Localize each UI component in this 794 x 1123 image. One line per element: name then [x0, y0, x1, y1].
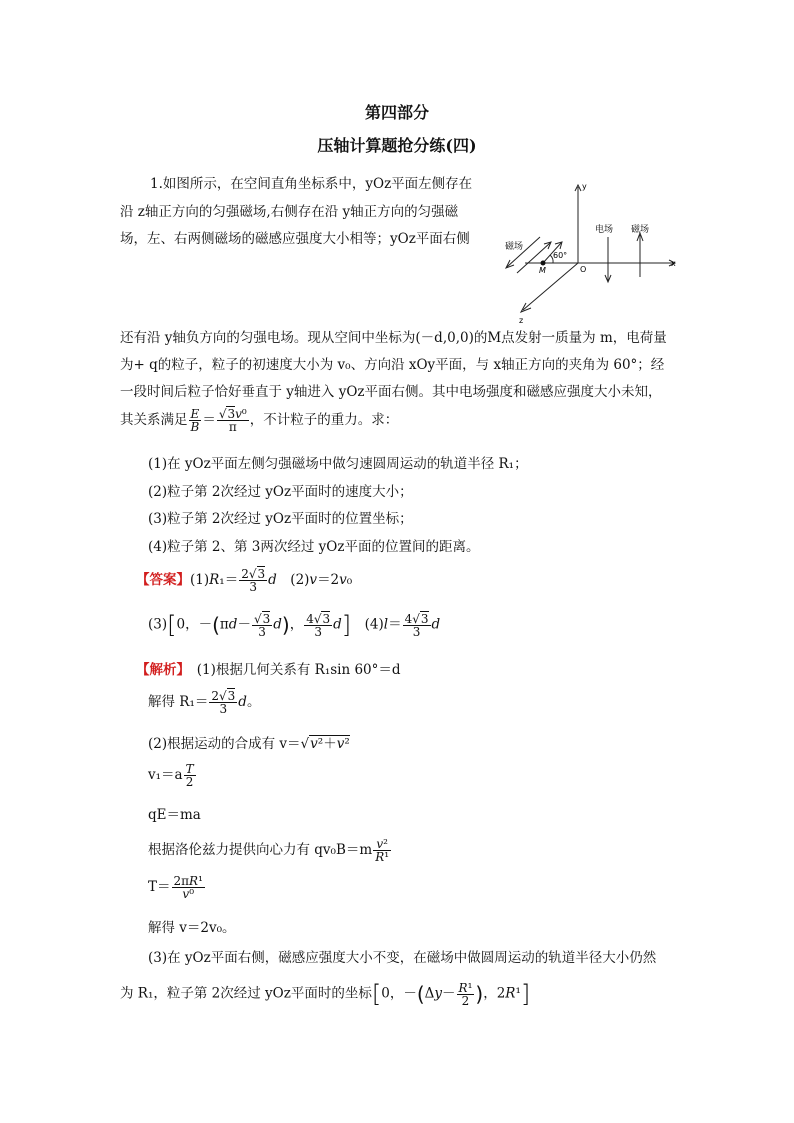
analysis-line: 解得 v＝2v₀。	[148, 920, 236, 936]
y-axis-label: y	[582, 182, 587, 191]
point-m	[541, 261, 546, 266]
z-axis	[523, 263, 578, 310]
answer-line: 【答案】(1)R₁＝ $\frac{2√3}{3}$ d (2)v＝2v₀	[136, 567, 353, 594]
sub-question-4: (4)粒子第 2、第 3两次经过 yOz平面的位置间的距离。	[148, 539, 480, 555]
analysis-line: 解得 R₁＝ $\frac{2√3}{3}$ d。	[148, 689, 261, 716]
right-field-label: 磁场	[631, 225, 650, 235]
question-line: 为+ q的粒子，粒子的初速度大小为 v₀、方向沿 xOy平面，与 x轴正方向的夹角为 60°；经	[120, 357, 665, 373]
analysis-line: T＝ $\frac{\text{2πR¹}}{\text{v⁰}}$	[148, 874, 203, 901]
analysis-line: 【解析】 (1)根据几何关系有 R₁sin 60°＝d	[136, 662, 401, 678]
x-axis-label: x	[671, 259, 676, 268]
question-line: 其关系满足 $\frac{E}{B}$ ＝ $\frac{\text{√3v⁰}}{\pi}$ ，不计粒子的重力。求：	[120, 407, 399, 434]
sub-question-3: (3)粒子第 2次经过 yOz平面时的位置坐标；	[148, 511, 413, 527]
section-title: 第四部分	[364, 103, 429, 122]
page-title: 压轴计算题抢分练(四)	[317, 136, 477, 155]
sub-question-1: (1)在 yOz平面左侧匀强磁场中做匀速圆周运动的轨道半径 R₁；	[148, 456, 528, 472]
m-label: M	[539, 266, 546, 275]
left-field-label: 磁场	[505, 242, 524, 252]
analysis-line: qE＝ma	[148, 807, 201, 823]
question-line: 还有沿 y轴负方向的匀强电场。现从空间中坐标为(－d,0,0)的M点发射一质量为 m，电荷量	[120, 330, 667, 346]
analysis-line: v₁＝a $\frac{T}{2}$	[148, 762, 194, 789]
origin-label: O	[580, 265, 587, 274]
question-line: 1.如图所示，在空间直角坐标系中，yOz平面左侧存在	[150, 176, 473, 192]
sub-question-2: (2)粒子第 2次经过 yOz平面时的速度大小；	[148, 484, 413, 500]
question-line: 场，左、右两侧磁场的磁感应强度大小相等；yOz平面右侧	[120, 231, 470, 247]
analysis-line: 为 R₁，粒子第 2次经过 yOz平面时的坐标[0，－(Δy－ $\frac{\text{R¹}}{2}$ )，2R¹]	[120, 980, 531, 1008]
analysis-line: (2)根据运动的合成有 v＝√v²＋v²	[148, 736, 350, 752]
analysis-line: 根据洛伦兹力提供向心力有 qv₀B＝m $\frac{\text{v²}}{\text{R¹}}$	[148, 837, 390, 864]
electric-field-label: 电场	[595, 225, 614, 235]
answer-line: (3)[0，－(πd－ $\frac{√3}{3}$ d)， $\frac{4√3}{3}$ d] (4)l＝ $\frac{4√3}{3}$ d	[148, 611, 441, 639]
analysis-line: (3)在 yOz平面右侧，磁感应强度大小不变，在磁场中做圆周运动的轨道半径大小仍然	[148, 950, 657, 966]
angle-label: 60°	[553, 251, 568, 260]
question-line: 沿 z轴正方向的匀强磁场,右侧存在沿 y轴正方向的匀强磁	[120, 204, 459, 220]
coordinate-diagram	[495, 175, 685, 330]
question-line: 一段时间后粒子恰好垂直于 y轴进入 yOz平面右侧。其中电场强度和磁感应强度大小未知，	[120, 384, 662, 400]
z-axis-label: z	[519, 316, 524, 325]
